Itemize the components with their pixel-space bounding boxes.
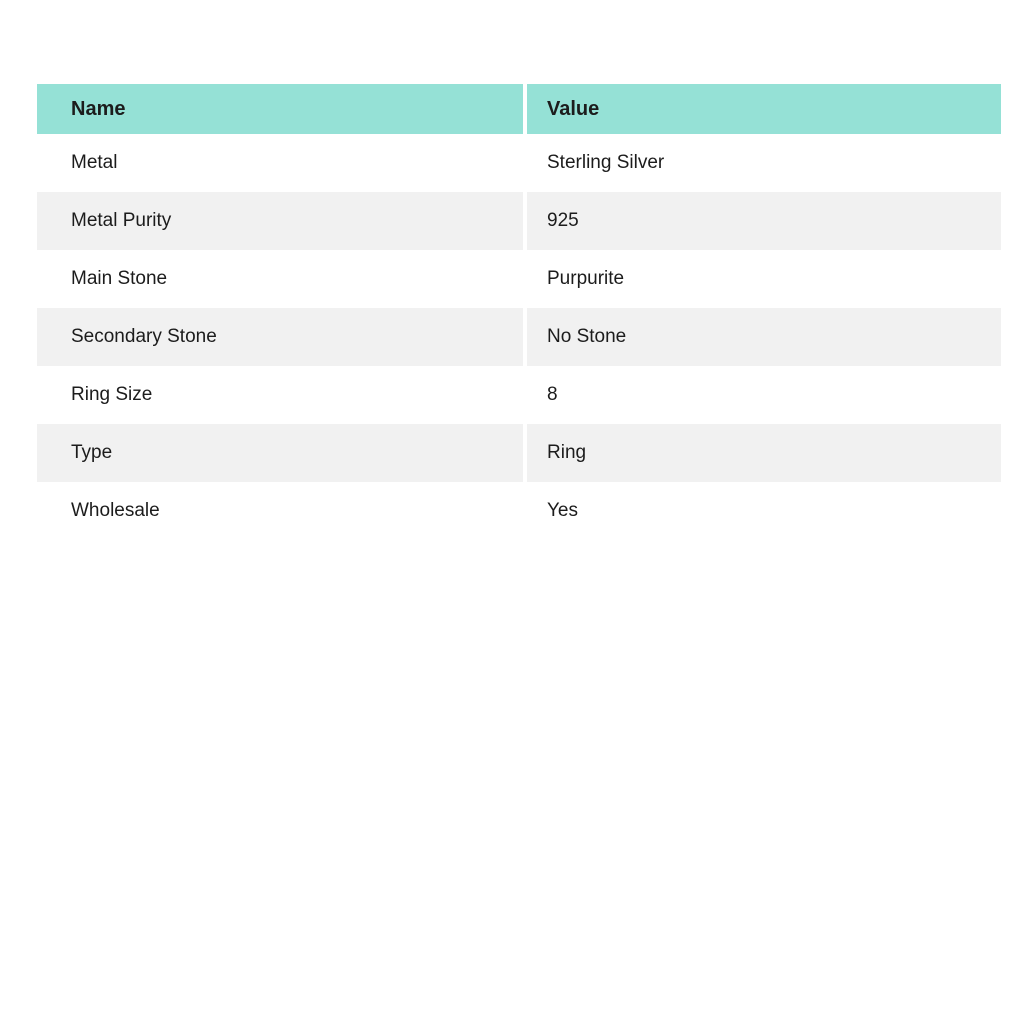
attribute-value: Purpurite bbox=[547, 267, 625, 289]
attribute-name: Metal Purity bbox=[37, 192, 523, 250]
attribute-value: No Stone bbox=[527, 308, 1001, 366]
attribute-name: Main Stone bbox=[71, 267, 168, 289]
product-attributes-table bbox=[37, 84, 1001, 540]
table-header-row bbox=[37, 84, 1001, 134]
attribute-name: Type bbox=[37, 424, 523, 482]
attribute-name: Metal bbox=[71, 151, 118, 173]
table-row bbox=[37, 482, 1001, 540]
table-row bbox=[37, 308, 1001, 366]
attribute-value: 8 bbox=[547, 383, 558, 405]
table-row bbox=[37, 366, 1001, 424]
attribute-name: Secondary Stone bbox=[37, 308, 523, 366]
table-row bbox=[37, 134, 1001, 192]
column-header-value: Value bbox=[527, 84, 1001, 134]
attribute-value: Yes bbox=[547, 499, 578, 521]
attribute-name: Wholesale bbox=[71, 499, 160, 521]
attribute-name: Ring Size bbox=[71, 383, 153, 405]
attribute-value: 925 bbox=[527, 192, 1001, 250]
table-row bbox=[37, 250, 1001, 308]
attribute-value: Sterling Silver bbox=[547, 151, 665, 173]
table-row bbox=[37, 424, 1001, 482]
table-row bbox=[37, 192, 1001, 250]
column-header-name: Name bbox=[37, 84, 523, 134]
attribute-value: Ring bbox=[527, 424, 1001, 482]
